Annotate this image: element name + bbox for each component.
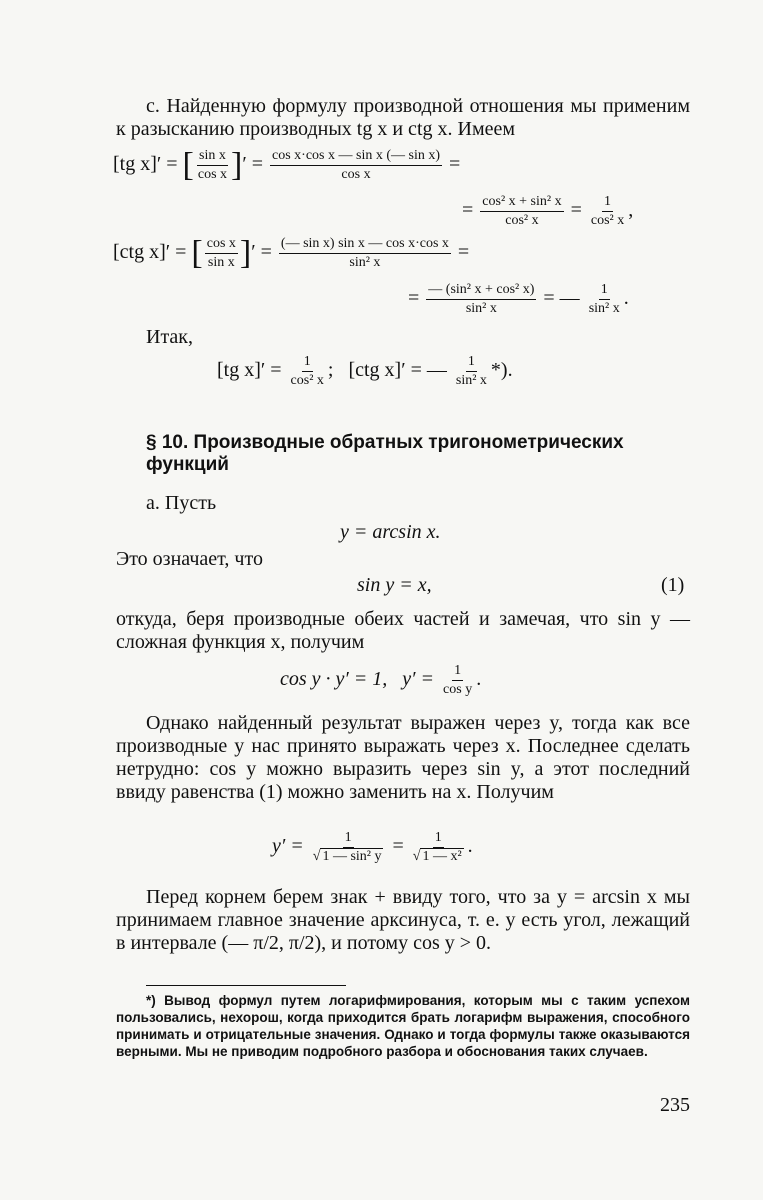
itak-label: Итак, [146,326,194,348]
equation-tg-derivative: [tg x]′ = [ $\frac{\text{sin x}}{\text{cos x}}$ ]′ = $\frac{\text{cos x·cos x — sin x (— sin x)}}{\text{cos x}}$ = [113,146,461,184]
paragraph-c: с. Найденную формулу производной отношения мы применим к разысканию производных tg x и ctg x. Имеем [116,95,690,140]
eq-tg-lhs: [tg x]′ = [113,153,178,176]
footnote: *) Вывод формул путем логарифмирования, которым мы с таким успехом пользовались, нехорош, когда приходится брать логарифм выражения, способного принимать и отрицательные значения. Однако и тогда формулы также оказываются верными. Мы не приводим подробного разбора и обоснования таких случаев. [116,993,690,1059]
paragraph-sign: Перед корнем берем знак + ввиду того, что за y = arcsin x мы принимаем главное значение арксинуса, т. е. y есть угол, лежащий в интервале (— π/2, π/2), и потому cos y > 0. [116,886,690,954]
equation-arcsin: y = arcsin x. [340,521,441,543]
page-number: 235 [660,1094,690,1116]
equation-tg-continued: = $\frac{\text{cos² x + sin² x}}{\text{cos² x}}$ = $\frac{1}{\text{cos² x}}$ , [462,194,634,228]
section-heading: § 10. Производные обратных тригонометрических функций [146,432,624,475]
fraction-one-over-cos2: $\frac{1}{\text{cos² x}}$ [590,194,625,228]
equation-1: sin y = x, [357,574,432,596]
summary-equations: [tg x]′ = $\frac{1}{\text{cos² x}}$ ; [ctg x]′ = — $\frac{1}{\text{sin² x}}$ *). [217,354,513,388]
fraction-ctg-quotient: $\frac{\text{(— sin x) sin x — cos x·cos x}}{\text{sin² x}}$ [280,236,449,270]
fraction-sin-cos: $\frac{\text{sin x}}{\text{cos x}}$ [197,148,228,182]
fraction-identity: $\frac{\text{cos² x + sin² x}}{\text{cos² x}}$ [482,194,562,228]
fraction-one-over-sin2: $\frac{1}{\text{sin² x}}$ [588,282,620,316]
equation-cos-y: cos y · y′ = 1, y′ = $\frac{1}{\text{cos y}}$ . [280,663,482,697]
equation-ctg-continued: = $\frac{\text{— (sin² x + cos² x)}}{\text{sin² x}}$ = — $\frac{1}{\text{sin² x}}$ . [408,282,629,316]
fraction-cos-sin: $\frac{\text{cos x}}{\text{sin x}}$ [206,236,236,270]
equation-1-number: (1) [661,574,685,596]
footnote-rule [146,985,346,986]
fraction-quotient-rule: $\frac{\text{cos x·cos x — sin x (— sin x)}}{\text{cos x}}$ [272,148,441,182]
equation-ctg-derivative: [ctg x]′ = [ $\frac{\text{cos x}}{\text{sin x}}$ ]′ = $\frac{\text{(— sin x) sin x — cos x·cos x}}{\text{sin² x}}$ = [113,234,470,272]
paragraph-derivative: откуда, беря производные обеих частей и замечая, что sin y — сложная функция x, получим [116,608,690,653]
equation-final: y′ = $\frac{1}{\text{√ 1 — sin² y}}$ = $\frac{1}{\text{√ 1 — x²}}$ . [272,830,473,864]
this-means-text: Это означает, что [116,548,263,570]
fraction-ctg-identity: $\frac{\text{— (sin² x + cos² x)}}{\text{sin² x}}$ [428,282,535,316]
paragraph-a: а. Пусть [146,492,217,514]
paragraph-however: Однако найденный результат выражен через y, тогда как все производные у нас принято выражать через x. Последнее сделать нетрудно: cos y можно выразить через sin y, а этот последний ввиду равенства (1) можно заменить на x. Получим [116,712,690,803]
